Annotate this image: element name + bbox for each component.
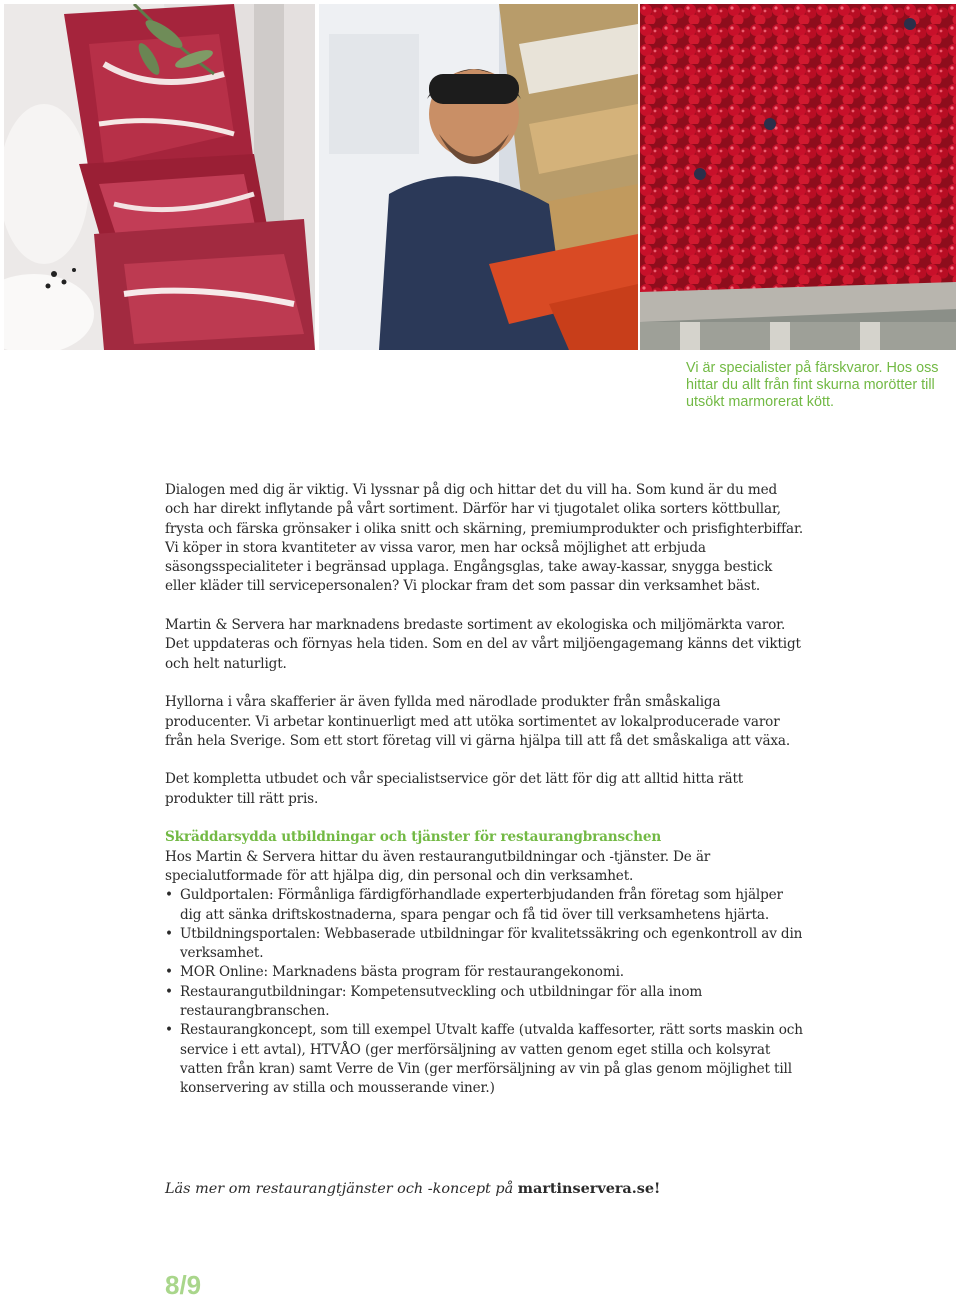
paragraph: Hyllorna i våra skafferier är även fyllda med närodlade produkter från småskaliga producenter. Vi arbetar kontinuerligt med att utöka sortimentet av lokalproducerade varor från hela Sverige. Som ett stort företag vill vi gärna hjälpa till att få det småskaliga att växa. bbox=[165, 694, 791, 749]
read-more-line bbox=[165, 1180, 805, 1197]
marbled-beef-photo bbox=[4, 4, 315, 350]
paragraph: Dialogen med dig är viktig. Vi lyssnar på dig och hittar det du vill ha. Som kund är du med och har direkt inflytande på vårt sortiment. Därför har vi tjugotalet olika sorters köttbullar, frysta och färska grönsaker i olika snitt och skärning, premiumprodukter och prisfighterbiffar. Vi köper in stora kvantiteter av vissa varor, men har också möjlighet att erbjuda säsongsspecialiteter i begränsad upplaga. Engångsglas, take away-kassar, snygga bestick eller kläder till servicepersonalen? Vi plockar fram det som passar din verksamhet bäst. bbox=[165, 482, 804, 595]
photo-strip bbox=[0, 0, 960, 352]
list-item-text: Restaurangutbildningar: Kompetensutveckling och utbildningar för alla inom restaurangbranschen. bbox=[180, 983, 703, 1020]
section-intro: Hos Martin & Servera hittar du även restaurangutbildningar och -tjänster. De är specialutformade för att hjälpa dig, din personal och din verksamhet. bbox=[165, 848, 711, 884]
list-item-text: Utbildningsportalen: Webbaserade utbildningar för kvalitetssäkring och egenkontroll av din verksamhet. bbox=[180, 925, 803, 962]
section-heading: Skräddarsydda utbildningar och tjänster för restaurangbranschen bbox=[165, 829, 662, 846]
page-number: 8/9 bbox=[165, 1270, 202, 1300]
bullet-icon: • bbox=[165, 1022, 173, 1039]
list-item bbox=[165, 1021, 805, 1098]
list-item bbox=[165, 963, 805, 982]
bullet-icon: • bbox=[165, 964, 173, 981]
photo-caption: Vi är specialister på färskvaror. Hos oss hittar du allt från fint skurna morötter till utsökt marmorerat kött. bbox=[686, 360, 939, 410]
services-list bbox=[165, 886, 805, 1098]
list-item bbox=[165, 886, 805, 925]
list-item-text: Restaurangkoncept, som till exempel Utvalt kaffe (utvalda kaffesorter, rätt sorts maskin och service i ett avtal), HTVÅO (ger merförsäljning av vatten genom eget stilla och kolsyrat vatten från kran) samt Verre de Vin (ger merförsäljning av vin på glas genom möjlighet till konservering av stilla och mousserande viner.) bbox=[180, 1022, 803, 1097]
list-item bbox=[165, 925, 805, 964]
paragraph: Det kompletta utbudet och vår specialistservice gör det lätt för dig att alltid hitta rätt produkter till rätt pris. bbox=[165, 771, 744, 807]
warehouse-worker-photo bbox=[319, 4, 638, 350]
list-item-text: MOR Online: Marknadens bästa program för restaurangekonomi. bbox=[180, 964, 624, 981]
website-link[interactable]: martinservera.se! bbox=[517, 1180, 661, 1197]
read-more-text: Läs mer om restaurangtjänster och -koncept på bbox=[165, 1181, 514, 1197]
lingonberry-crate-photo bbox=[640, 4, 956, 350]
bullet-icon: • bbox=[165, 925, 173, 942]
list-item bbox=[165, 983, 805, 1022]
bullet-icon: • bbox=[165, 983, 173, 1000]
bullet-icon: • bbox=[165, 887, 173, 904]
list-item-text: Guldportalen: Förmånliga färdigförhandlade experterbjudanden från företag som hjälper dig att sänka driftskostnaderna, spara pengar och få tid över till verksamhetens hjärta. bbox=[180, 887, 783, 923]
article-body bbox=[165, 481, 805, 1099]
paragraph: Martin & Servera har marknadens bredaste sortiment av ekologiska och miljömärkta varor. Det uppdateras och förnyas hela tiden. Som en del av vårt miljöengagemang känns det viktigt och helt naturligt. bbox=[165, 617, 801, 672]
